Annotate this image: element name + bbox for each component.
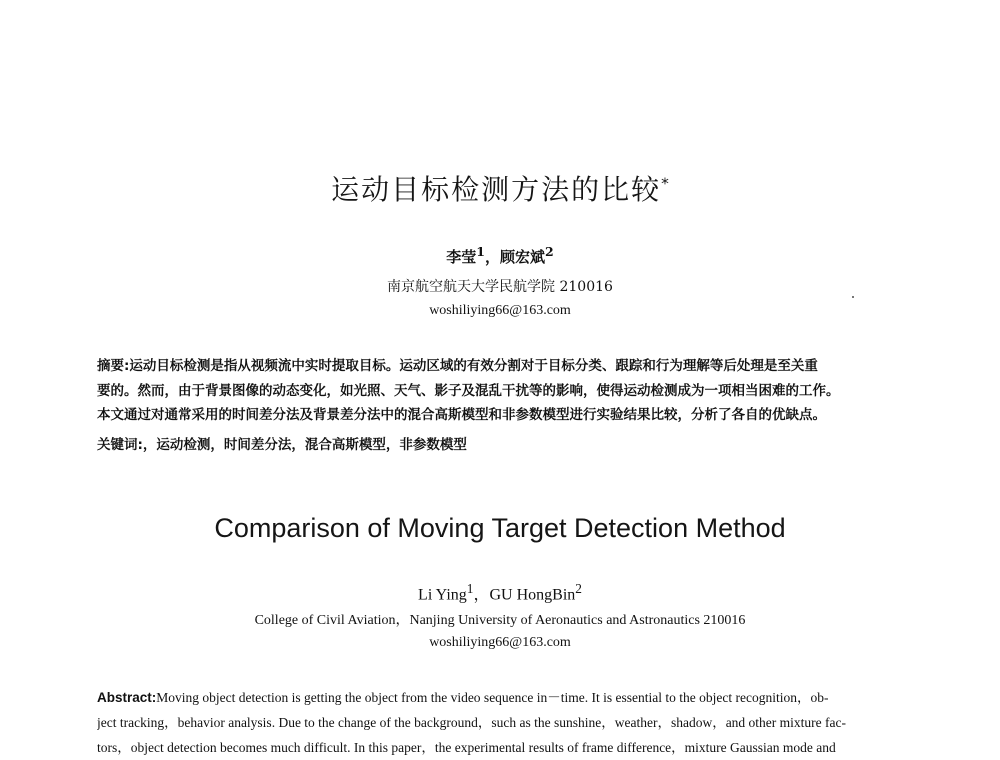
chinese-author-1: 李莹 (446, 248, 477, 266)
scan-speck (852, 296, 854, 298)
chinese-abstract-text: 运动目标检测是指从视频流中实时提取目标。运动区域的有效分割对于目标分类、跟踪和行为理解等后处理是至关重 (129, 358, 818, 374)
english-abstract-text: Moving object detection is getting the object from the video sequence in－time. It is essential to the object recognition，ob- (156, 690, 829, 705)
english-email: woshiliying66@163.com (429, 635, 571, 650)
chinese-title (0, 168, 1000, 208)
english-author-separator: ， (473, 586, 490, 604)
english-authors (0, 581, 1000, 604)
chinese-abstract-line (97, 354, 927, 379)
english-abstract-line: tors，object detection becomes much difficult. In this paper，the experimental results of frame difference，mixture Gaussian mode and (97, 740, 836, 755)
chinese-keywords-label: 关键词: (97, 437, 143, 453)
chinese-keywords (97, 433, 927, 458)
english-abstract-line: ject tracking，behavior analysis. Due to the change of the background，such as the sunshine，weather，shadow，and other mixture fac- (97, 715, 847, 730)
chinese-abstract-line: 本文通过对通常采用的时间差分法及背景差分法中的混合高斯模型和非参数模型进行实验结果比较，分析了各自的优缺点。 (97, 407, 826, 423)
chinese-abstract-label: 摘要: (97, 358, 130, 374)
chinese-author-separator: ， (484, 248, 500, 266)
chinese-keywords-text: ，运动检测，时间差分法，混合高斯模型，非参数模型 (142, 437, 467, 453)
chinese-affiliation: 南京航空航天大学民航学院 210016 (387, 279, 613, 295)
chinese-abstract (97, 354, 927, 428)
english-author-1: Li Ying (418, 586, 467, 604)
title-footnote-mark: * (661, 174, 669, 193)
english-affiliation: College of Civil Aviation，Nanjing University of Aeronautics and Astronautics 210016 (254, 613, 746, 628)
chinese-author-2-sup: 2 (545, 244, 554, 259)
english-title: Comparison of Moving Target Detection Method (214, 513, 786, 543)
chinese-author-1-sup: 1 (476, 244, 485, 259)
english-abstract-line (97, 685, 917, 710)
english-author-2-sup: 2 (575, 581, 582, 596)
chinese-authors (0, 244, 1000, 267)
chinese-email: woshiliying66@163.com (429, 303, 571, 318)
english-abstract (97, 685, 917, 760)
english-abstract-label: Abstract: (97, 690, 157, 705)
chinese-abstract-line: 要的。然而，由于背景图像的动态变化，如光照、天气、影子及混乱干扰等的影响，使得运动检测成为一项相当困难的工作。 (97, 382, 840, 399)
english-author-2: GU HongBin (489, 586, 576, 604)
chinese-author-2: 顾宏斌 (500, 248, 546, 266)
english-author-1-sup: 1 (466, 581, 474, 596)
chinese-title-text: 运动目标检测方法的比较 (331, 173, 662, 206)
